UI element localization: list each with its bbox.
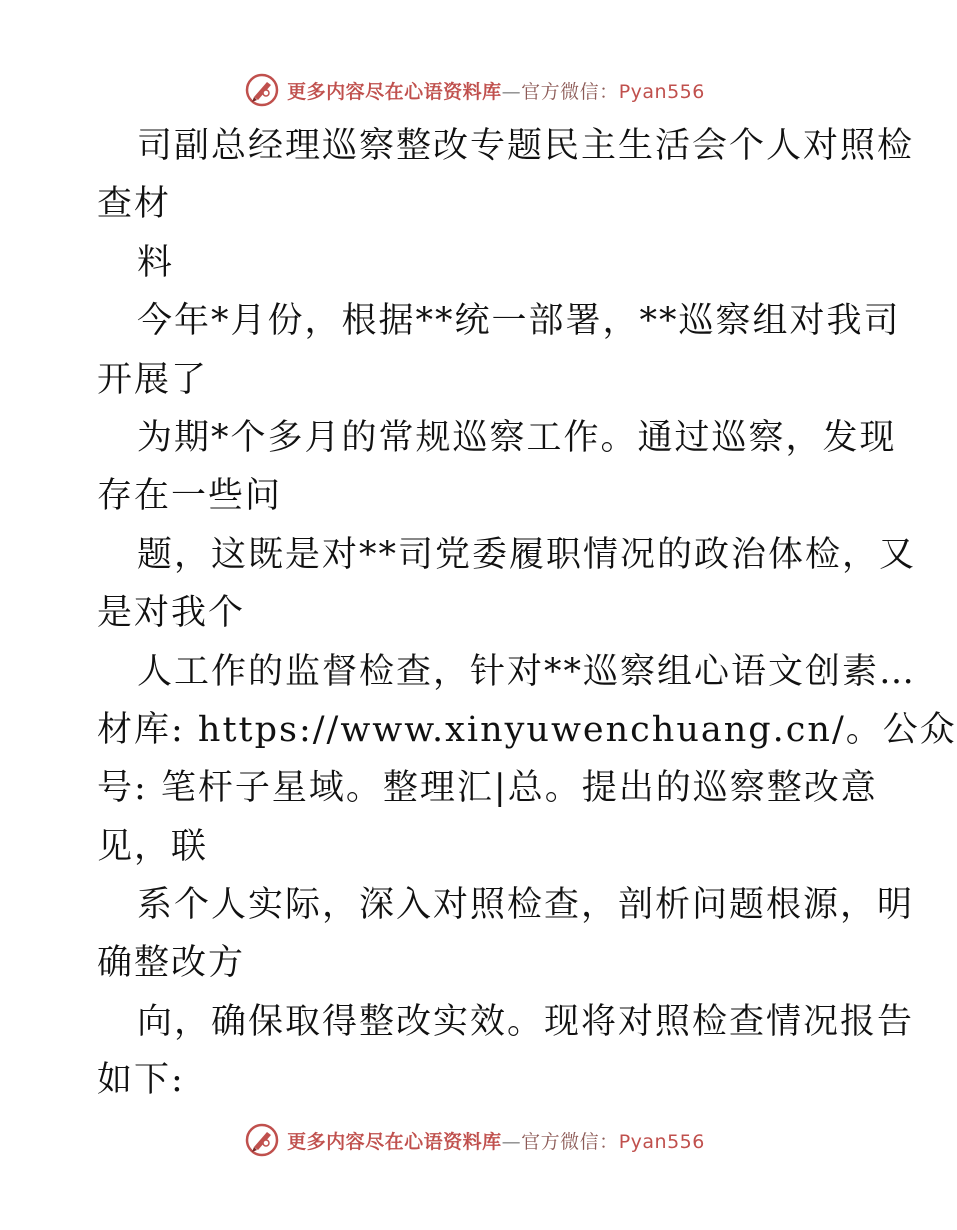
watermark-main-text: 更多内容尽在心语资料库 xyxy=(287,1130,502,1153)
watermark-sub-text: 官方微信： xyxy=(521,80,619,103)
document-body xyxy=(97,117,957,1110)
text-line: 料 xyxy=(137,242,175,283)
text-line: 题，这既是对**司党委履职情况的政治体检，又 xyxy=(137,534,917,575)
text-line: 确整改方 xyxy=(97,943,246,984)
text-line: 是对我个 xyxy=(97,593,246,634)
watermark-wechat-id: Pyan556 xyxy=(618,1130,705,1153)
watermark-main-text: 更多内容尽在心语资料库 xyxy=(287,80,502,103)
text-line: 为期*个多月的常规巡察工作。通过巡察，发现 xyxy=(137,417,897,458)
pen-logo-icon xyxy=(245,1123,279,1157)
text-line: 号: 笔杆子星域。整理汇|总。提出的巡察整改意 xyxy=(97,768,878,809)
header-watermark xyxy=(0,70,950,110)
text-line: 见，联 xyxy=(97,826,209,867)
pen-logo-icon xyxy=(245,73,279,107)
text-line: 人工作的监督检查，针对**巡察组心语文创素… xyxy=(137,651,917,692)
text-line: 今年*月份，根据**统一部署，**巡察组对我司 xyxy=(137,301,901,342)
footer-watermark xyxy=(0,1120,950,1160)
text-line: 系个人实际，深入对照检查，剖析问题根源，明 xyxy=(137,885,915,926)
watermark-separator: — xyxy=(501,80,522,103)
watermark-separator: — xyxy=(501,1130,522,1153)
watermark-sub-text: 官方微信： xyxy=(521,1130,619,1153)
text-line: 向，确保取得整改实效。现将对照检查情况报告 xyxy=(137,1001,915,1042)
text-line: 开展了 xyxy=(97,359,209,400)
text-line: 材库: https://www.xinyuwenchuang.cn/。公众 xyxy=(97,709,957,750)
watermark-wechat-id: Pyan556 xyxy=(618,80,705,103)
text-line: 司副总经理巡察整改专题民主生活会个人对照检 xyxy=(137,126,915,166)
text-line: 查材 xyxy=(97,184,172,225)
text-line: 存在一些问 xyxy=(97,476,283,517)
text-line: 如下: xyxy=(97,1060,185,1101)
